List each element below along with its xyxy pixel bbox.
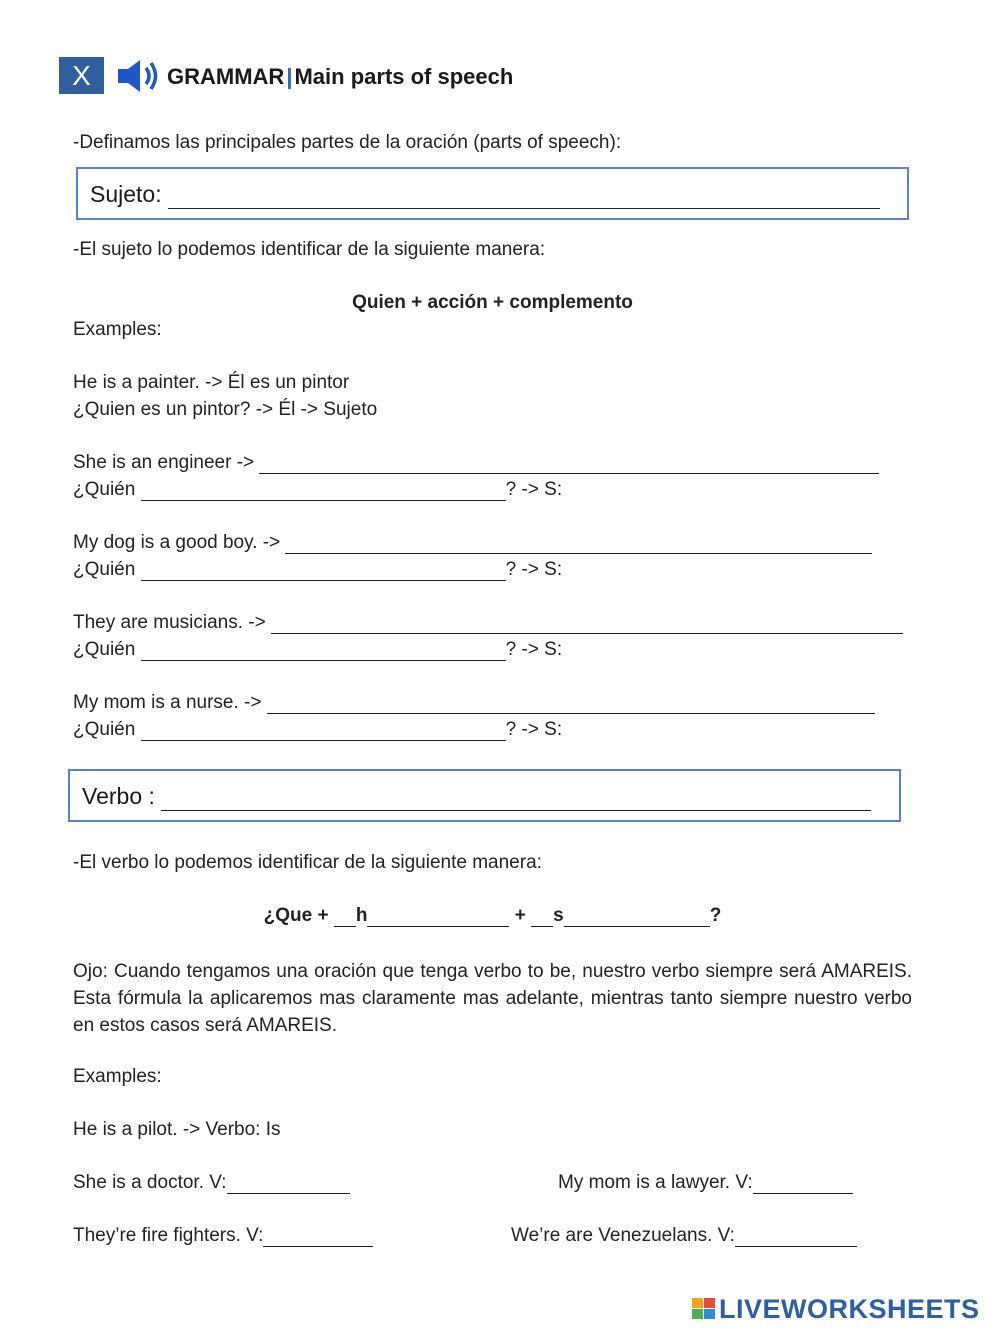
question-word: ¿Quién — [73, 479, 136, 500]
formula-s-prefix-input[interactable] — [531, 906, 553, 927]
verb-input-1[interactable] — [227, 1173, 350, 1194]
verb-exercise-1 — [73, 1171, 350, 1195]
example-subject-line-2: ¿Quien es un pintor? -> Él -> Sujeto — [73, 399, 378, 420]
verb-formula-start: ¿Que + — [263, 905, 334, 926]
verbo-method-text: -El verbo lo podemos identificar de la siguiente manera: — [73, 852, 542, 873]
question-suffix: ? -> S: — [505, 479, 563, 500]
verb-formula-plus: + — [509, 905, 532, 926]
exercise-sentence: My mom is a nurse. -> — [73, 692, 262, 713]
verb-exercise-4 — [511, 1224, 857, 1248]
intro-text: -Definamos las principales partes de la oración (parts of speech): — [73, 132, 622, 153]
exercise-sentence: My dog is a good boy. -> — [73, 532, 281, 553]
sujeto-definition-input[interactable] — [168, 185, 880, 209]
translation-input-2[interactable] — [285, 533, 872, 554]
subject-formula: Quien + acción + complemento — [352, 292, 633, 313]
verb-formula-end: ? — [709, 905, 722, 926]
question-input-1[interactable] — [141, 480, 506, 501]
verbo-definition-box — [68, 769, 901, 822]
subject-exercise-3 — [73, 611, 903, 635]
subject-question-4 — [73, 718, 562, 742]
question-input-2[interactable] — [141, 560, 506, 581]
sujeto-method-text: -El sujeto lo podemos identificar de la siguiente manera: — [73, 239, 546, 260]
logo-mark-icon — [692, 1298, 716, 1320]
exercise-sentence: She is an engineer -> — [73, 452, 255, 473]
subject-question-3 — [73, 638, 562, 662]
question-input-3[interactable] — [141, 640, 506, 661]
formula-h-prefix-input[interactable] — [334, 906, 356, 927]
formula-h-word-input[interactable] — [367, 906, 509, 927]
verb-formula-s: s — [553, 905, 564, 926]
ojo-note: Ojo: Cuando tengamos una oración que tenga verbo to be, nuestro verbo siempre será AMAREIS. Esta fórmula la aplicaremos mas claramente mas adelante, mientras tanto siempre nuestro verbo en estos casos será AMAREIS. — [73, 961, 912, 1036]
close-button[interactable]: X — [59, 57, 104, 94]
page-title — [167, 62, 513, 92]
question-suffix: ? -> S: — [505, 719, 563, 740]
question-suffix: ? -> S: — [505, 639, 563, 660]
exercise-sentence: We’re are Venezuelans. V: — [511, 1225, 735, 1246]
exercise-sentence: She is a doctor. V: — [73, 1172, 227, 1193]
verb-exercise-3 — [73, 1224, 373, 1248]
exercise-sentence: They’re fire fighters. V: — [73, 1225, 264, 1246]
question-word: ¿Quién — [73, 719, 136, 740]
translation-input-4[interactable] — [267, 693, 875, 714]
subject-exercise-2 — [73, 531, 872, 555]
subject-exercise-4 — [73, 691, 875, 715]
examples-label: Examples: — [73, 319, 162, 340]
question-word: ¿Quién — [73, 559, 136, 580]
translation-input-1[interactable] — [259, 453, 879, 474]
question-word: ¿Quién — [73, 639, 136, 660]
subject-exercise-1 — [73, 451, 879, 475]
title-grammar: GRAMMAR — [167, 64, 285, 89]
speaker-icon[interactable] — [116, 58, 162, 94]
subject-question-1 — [73, 478, 562, 502]
verb-exercise-2 — [558, 1171, 853, 1195]
verb-formula-h: h — [355, 905, 368, 926]
title-topic: Main parts of speech — [294, 64, 514, 89]
example-verb: He is a pilot. -> Verbo: Is — [73, 1119, 281, 1140]
sujeto-label: Sujeto: — [90, 181, 162, 207]
exercise-sentence: My mom is a lawyer. V: — [558, 1172, 753, 1193]
question-suffix: ? -> S: — [505, 559, 563, 580]
sujeto-definition-box — [76, 167, 909, 220]
verb-input-4[interactable] — [735, 1226, 857, 1247]
logo-text: LIVEWORKSHEETS — [719, 1294, 980, 1324]
verb-input-2[interactable] — [753, 1173, 853, 1194]
title-separator: | — [286, 64, 293, 89]
question-input-4[interactable] — [141, 720, 506, 741]
liveworksheets-logo — [692, 1294, 980, 1324]
example-subject-line-1: He is a painter. -> Él es un pintor — [73, 372, 350, 393]
subject-question-2 — [73, 558, 562, 582]
verbo-label: Verbo : — [82, 783, 155, 809]
formula-s-word-input[interactable] — [564, 906, 710, 927]
verbo-definition-input[interactable] — [161, 787, 871, 811]
verb-formula — [73, 904, 912, 928]
examples-label-2: Examples: — [73, 1066, 162, 1087]
translation-input-3[interactable] — [271, 613, 903, 634]
verb-input-3[interactable] — [263, 1226, 373, 1247]
exercise-sentence: They are musicians. -> — [73, 612, 266, 633]
